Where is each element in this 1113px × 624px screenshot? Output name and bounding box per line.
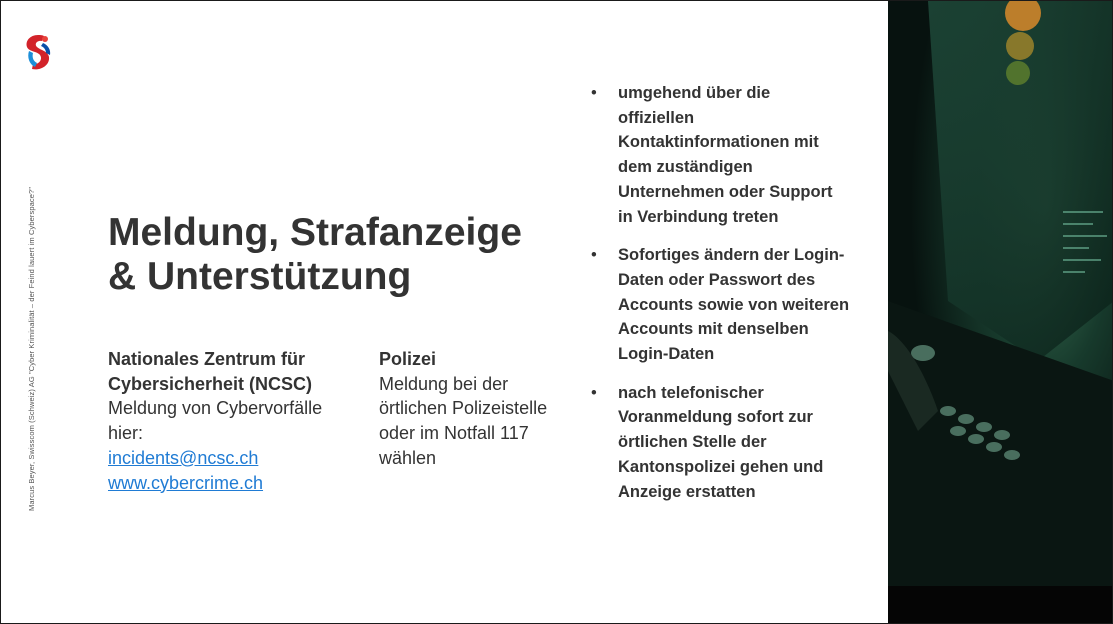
- bullet-line: nach telefonischer: [618, 383, 764, 402]
- police-text: Meldung bei der: [379, 373, 509, 394]
- police-section: [379, 347, 579, 471]
- bullet-line: Sofortiges ändern der Login-: [618, 246, 845, 265]
- slide-title-line: & Unterstützung: [108, 255, 412, 298]
- police-text: oder im Notfall 117: [379, 423, 529, 444]
- ncsc-heading: Cybersicherheit (NCSC): [108, 373, 313, 394]
- swisscom-logo-icon: [21, 31, 55, 73]
- bullet-line: Accounts mit denselben: [618, 320, 809, 339]
- bullet-line: Voranmeldung sofort zur: [618, 408, 813, 427]
- bullet-line: dem zuständigen: [618, 158, 753, 177]
- list-item: [591, 81, 861, 229]
- slide-credit: Marcus Beyer, Swisscom (Schweiz) AG "Cyber Kriminalität – der Feind lauert im Cyberspace?": [27, 186, 36, 511]
- cybercrime-website-link[interactable]: www.cybercrime.ch: [108, 472, 264, 493]
- ncsc-email-link[interactable]: incidents@ncsc.ch: [108, 447, 259, 468]
- police-text: wählen: [379, 447, 437, 468]
- bullet-line: Unternehmen oder Support: [618, 182, 833, 201]
- bullet-line: Kontaktinformationen mit: [618, 133, 819, 152]
- bullet-line: offiziellen: [618, 108, 695, 127]
- bullet-icon: •: [591, 246, 597, 265]
- bullet-line: Anzeige erstatten: [618, 482, 756, 501]
- bullet-line: in Verbindung treten: [618, 207, 779, 226]
- bullet-icon: •: [591, 383, 597, 402]
- bullet-line: Daten oder Passwort des: [618, 270, 816, 289]
- bullet-line: örtlichen Stelle der: [618, 433, 767, 452]
- slide-title: [108, 211, 568, 299]
- ncsc-section: [108, 347, 358, 495]
- bullet-list: [591, 81, 861, 518]
- ncsc-text: Meldung von Cybervorfälle: [108, 398, 323, 419]
- bullet-line: Accounts sowie von weiteren: [618, 295, 850, 314]
- police-heading: Polizei: [379, 349, 437, 369]
- list-item: [591, 381, 861, 505]
- bullet-line: Login-Daten: [618, 345, 715, 364]
- bullet-line: Kantonspolizei gehen und: [618, 457, 824, 476]
- slide-title-line: Meldung, Strafanzeige: [108, 211, 522, 254]
- ncsc-text: hier:: [108, 423, 144, 444]
- photo-bottom-strip: [888, 586, 1113, 624]
- bullet-line: umgehend über die: [618, 84, 771, 102]
- ncsc-heading: Nationales Zentrum für: [108, 349, 306, 369]
- list-item: [591, 243, 861, 367]
- laptop-keyboard-photo: [888, 1, 1113, 586]
- bullet-icon: •: [591, 84, 597, 102]
- police-text: örtlichen Polizeistelle: [379, 398, 548, 419]
